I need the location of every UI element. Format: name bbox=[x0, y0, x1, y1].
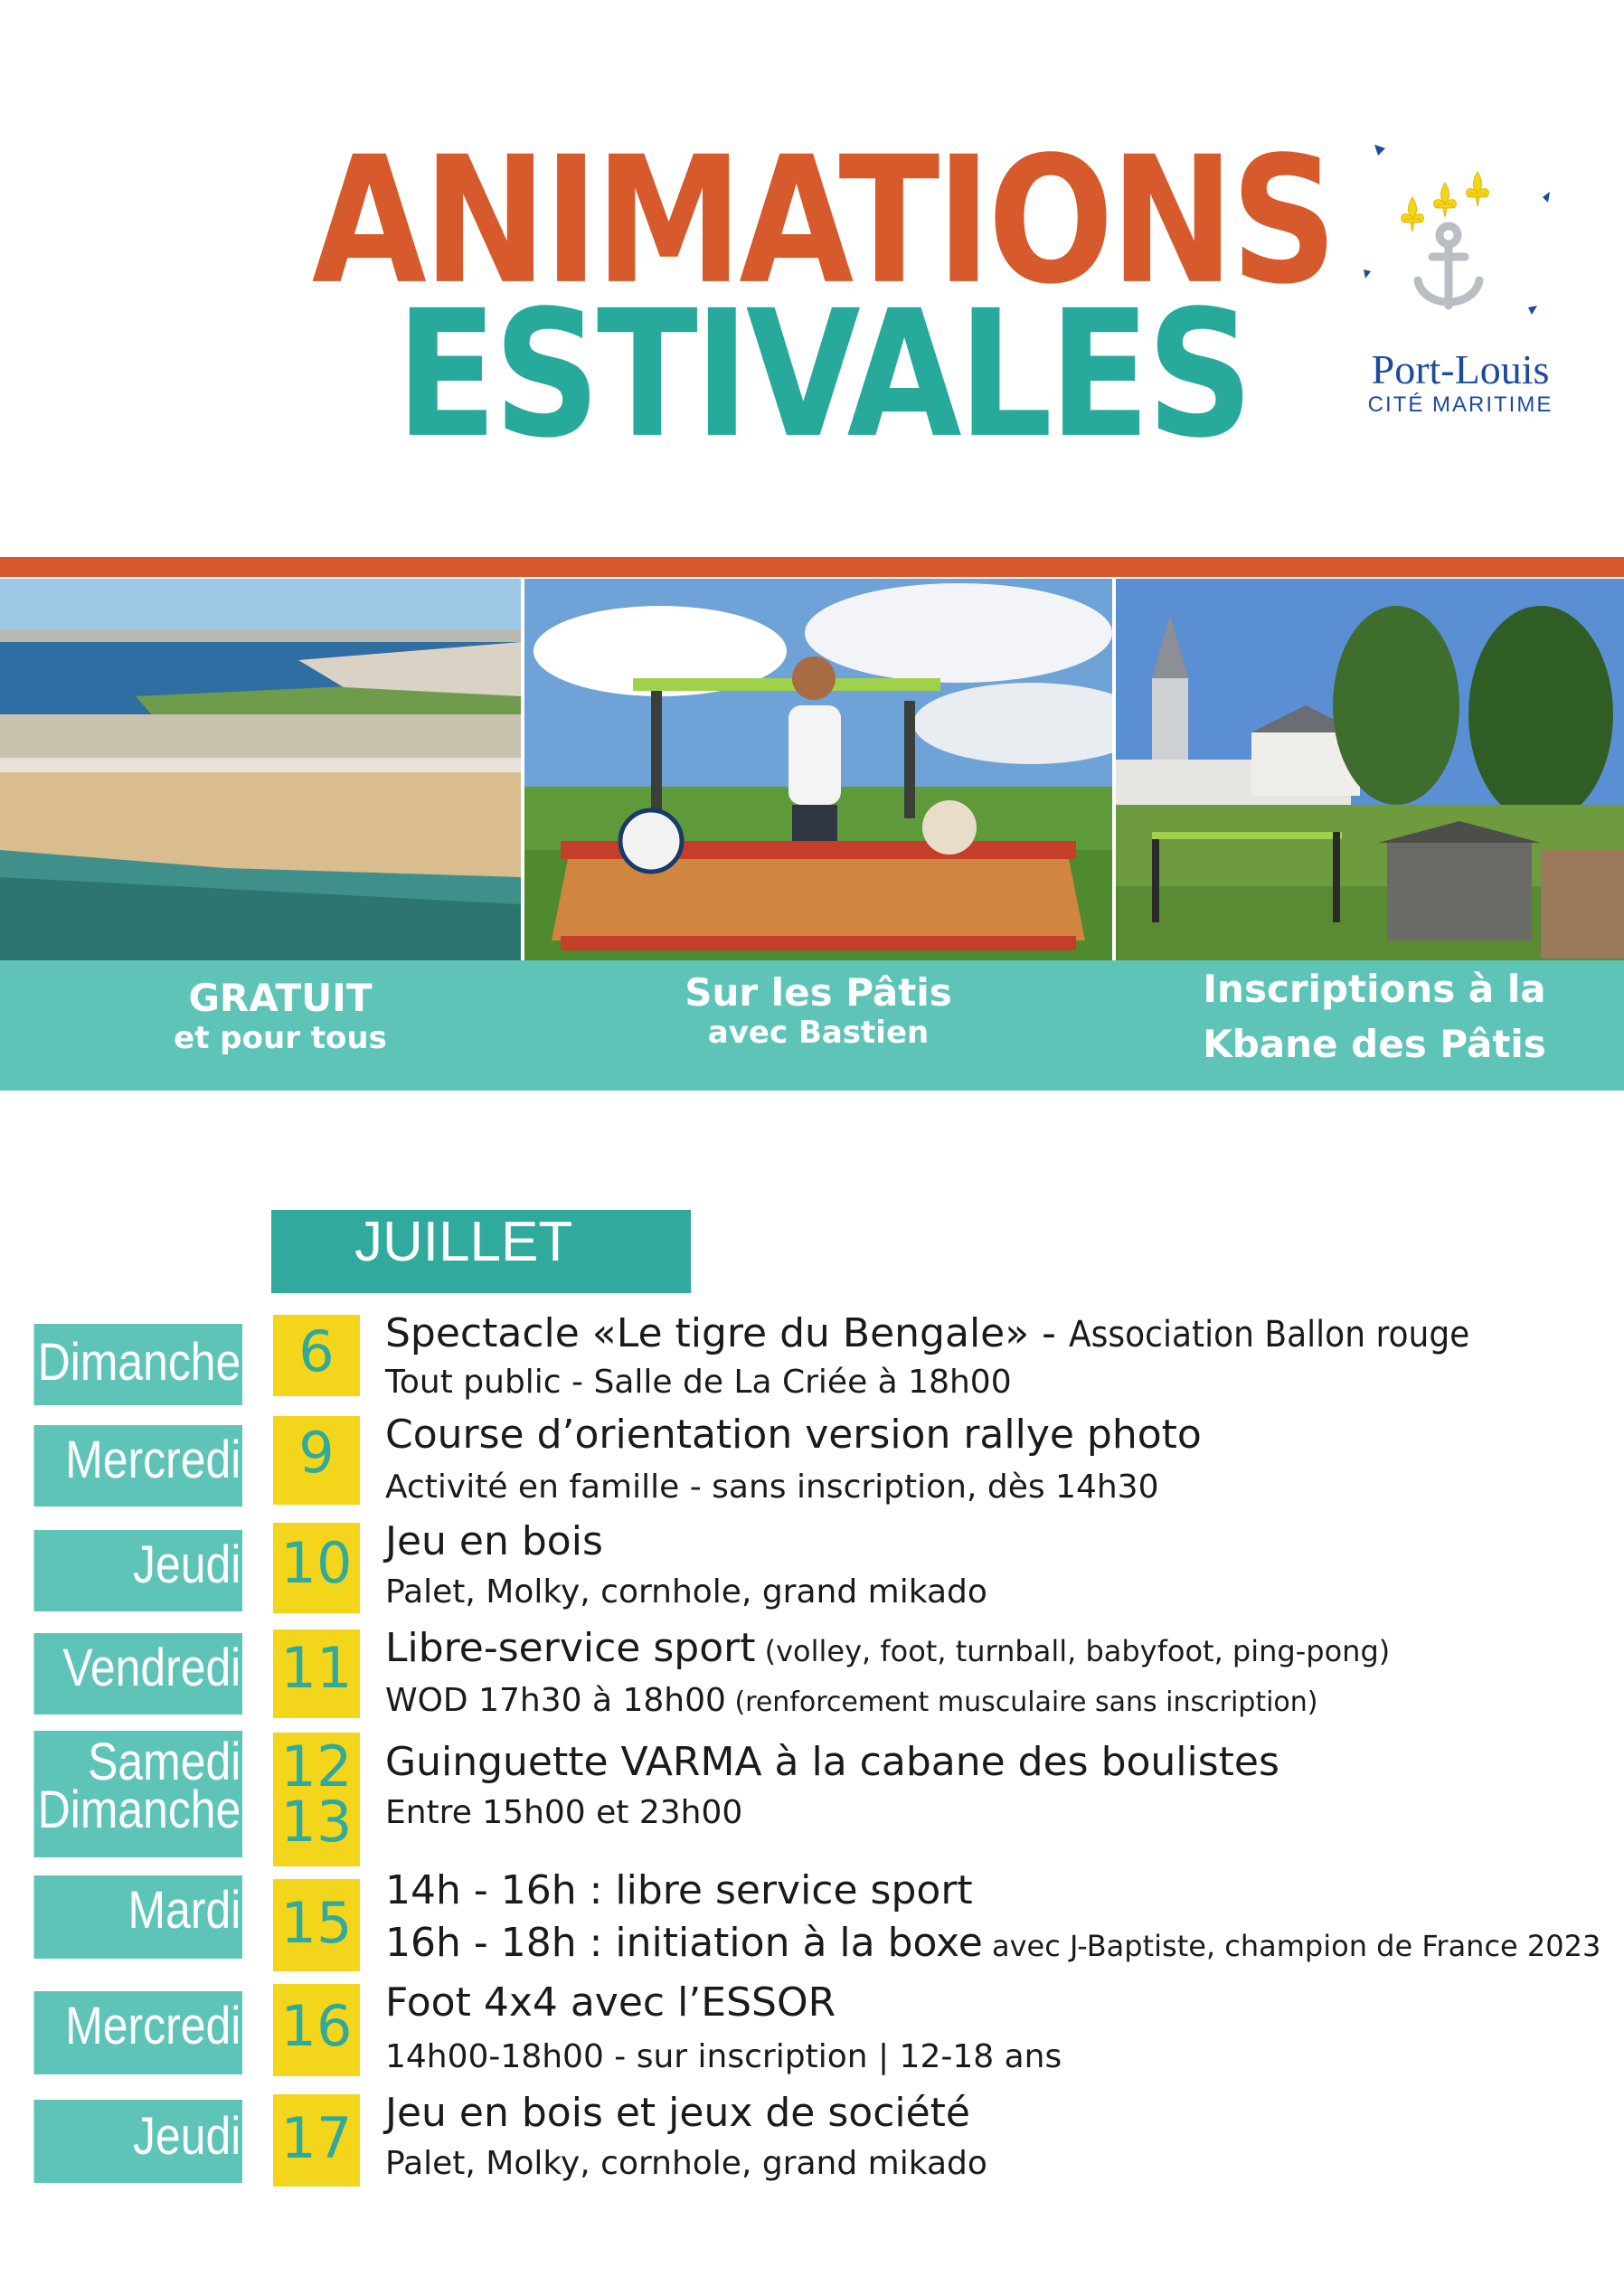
event-subtitle-main: WOD 17h30 à 18h00 bbox=[385, 1682, 726, 1719]
event-title-main: Spectacle «Le tigre du Bengale» - bbox=[385, 1310, 1070, 1356]
caption-patis-sub: avec Bastien bbox=[707, 1015, 930, 1052]
date-2: 13 bbox=[280, 1788, 353, 1855]
event-subtitle: Activité en famille - sans inscription, dès 14h30 bbox=[385, 1469, 1159, 1506]
event-title-second-extra: avec J-Baptiste, champion de France 2023 bbox=[982, 1929, 1601, 1963]
caption-free-sub: et pour tous bbox=[174, 1020, 387, 1057]
day-label-1: Samedi bbox=[88, 1733, 241, 1791]
day-label: Mercredi bbox=[34, 1425, 242, 1507]
caption-inscriptions bbox=[1148, 962, 1600, 1072]
event-subtitle-extra: (renforcement musculaire sans inscription) bbox=[725, 1686, 1318, 1718]
day-label: Jeudi bbox=[34, 1530, 242, 1611]
logo-name: Port-Louis bbox=[1371, 346, 1550, 392]
event-title bbox=[385, 1311, 1515, 1357]
orange-separator bbox=[0, 557, 1624, 577]
event-subtitle: Palet, Molky, cornhole, grand mikado bbox=[385, 1573, 987, 1611]
day-label bbox=[34, 1731, 242, 1857]
event-subtitle bbox=[385, 1682, 1318, 1719]
logo-subtitle: CITÉ MARITIME bbox=[1367, 392, 1553, 417]
event-title-extra: (volley, foot, turnball, babyfoot, ping-pong) bbox=[755, 1634, 1391, 1668]
date-box: 16 bbox=[273, 1984, 360, 2076]
event-title: Jeu en bois et jeux de société bbox=[385, 2090, 971, 2136]
photo-kbane-patis bbox=[1116, 579, 1624, 960]
event-title bbox=[385, 1626, 1390, 1672]
date-box: 10 bbox=[273, 1523, 360, 1613]
event-title: 14h - 16h : libre service sport bbox=[385, 1867, 973, 1913]
caption-patis bbox=[633, 971, 1004, 1052]
day-label: Mardi bbox=[34, 1875, 242, 1959]
date-box bbox=[273, 1733, 360, 1866]
date-box: 6 bbox=[273, 1315, 360, 1396]
photo-patis-bastien bbox=[524, 579, 1112, 960]
event-subtitle: Tout public - Salle de La Criée à 18h00 bbox=[385, 1364, 1012, 1401]
caption-free bbox=[109, 977, 452, 1057]
day-label: Mercredi bbox=[34, 1991, 242, 2074]
date-box: 9 bbox=[273, 1416, 360, 1505]
date-box: 11 bbox=[273, 1629, 360, 1718]
photo-beach bbox=[0, 579, 521, 960]
day-label: Vendredi bbox=[34, 1633, 242, 1714]
event-title: Course d’orientation version rallye photo bbox=[385, 1412, 1202, 1458]
title-line-2: ESTIVALES bbox=[395, 272, 1251, 477]
day-label: Jeudi bbox=[34, 2100, 242, 2183]
month-header: JUILLET bbox=[271, 1210, 691, 1293]
event-title-second bbox=[385, 1921, 1600, 1967]
event-title-main: Libre-service sport bbox=[385, 1625, 756, 1671]
date-box: 17 bbox=[273, 2094, 360, 2187]
caption-free-main: GRATUIT bbox=[188, 976, 373, 1020]
day-label: Dimanche bbox=[34, 1324, 242, 1405]
caption-patis-main: Sur les Pâtis bbox=[685, 970, 952, 1015]
caption-inscriptions-line1: Inscriptions à la bbox=[1203, 967, 1546, 1011]
event-title: Guinguette VARMA à la cabane des boulistes bbox=[385, 1739, 1279, 1785]
date-1: 12 bbox=[280, 1733, 353, 1800]
title-line-1: ANIMATIONS bbox=[311, 118, 1335, 323]
event-subtitle: 14h00-18h00 - sur inscription | 12-18 ans bbox=[385, 2038, 1062, 2075]
event-title: Jeu en bois bbox=[385, 1518, 603, 1564]
event-title: Foot 4x4 avec l’ESSOR bbox=[385, 1979, 836, 2026]
event-title-extra: Association Ballon rouge bbox=[1069, 1314, 1470, 1356]
event-subtitle: Palet, Molky, cornhole, grand mikado bbox=[385, 2145, 987, 2182]
event-subtitle: Entre 15h00 et 23h00 bbox=[385, 1794, 743, 1831]
date-box: 15 bbox=[273, 1879, 360, 1971]
caption-inscriptions-line2: Kbane des Pâtis bbox=[1203, 1021, 1546, 1066]
day-label-2: Dimanche bbox=[37, 1781, 241, 1840]
event-title-second-main: 16h - 18h : initiation à la boxe bbox=[385, 1920, 983, 1966]
